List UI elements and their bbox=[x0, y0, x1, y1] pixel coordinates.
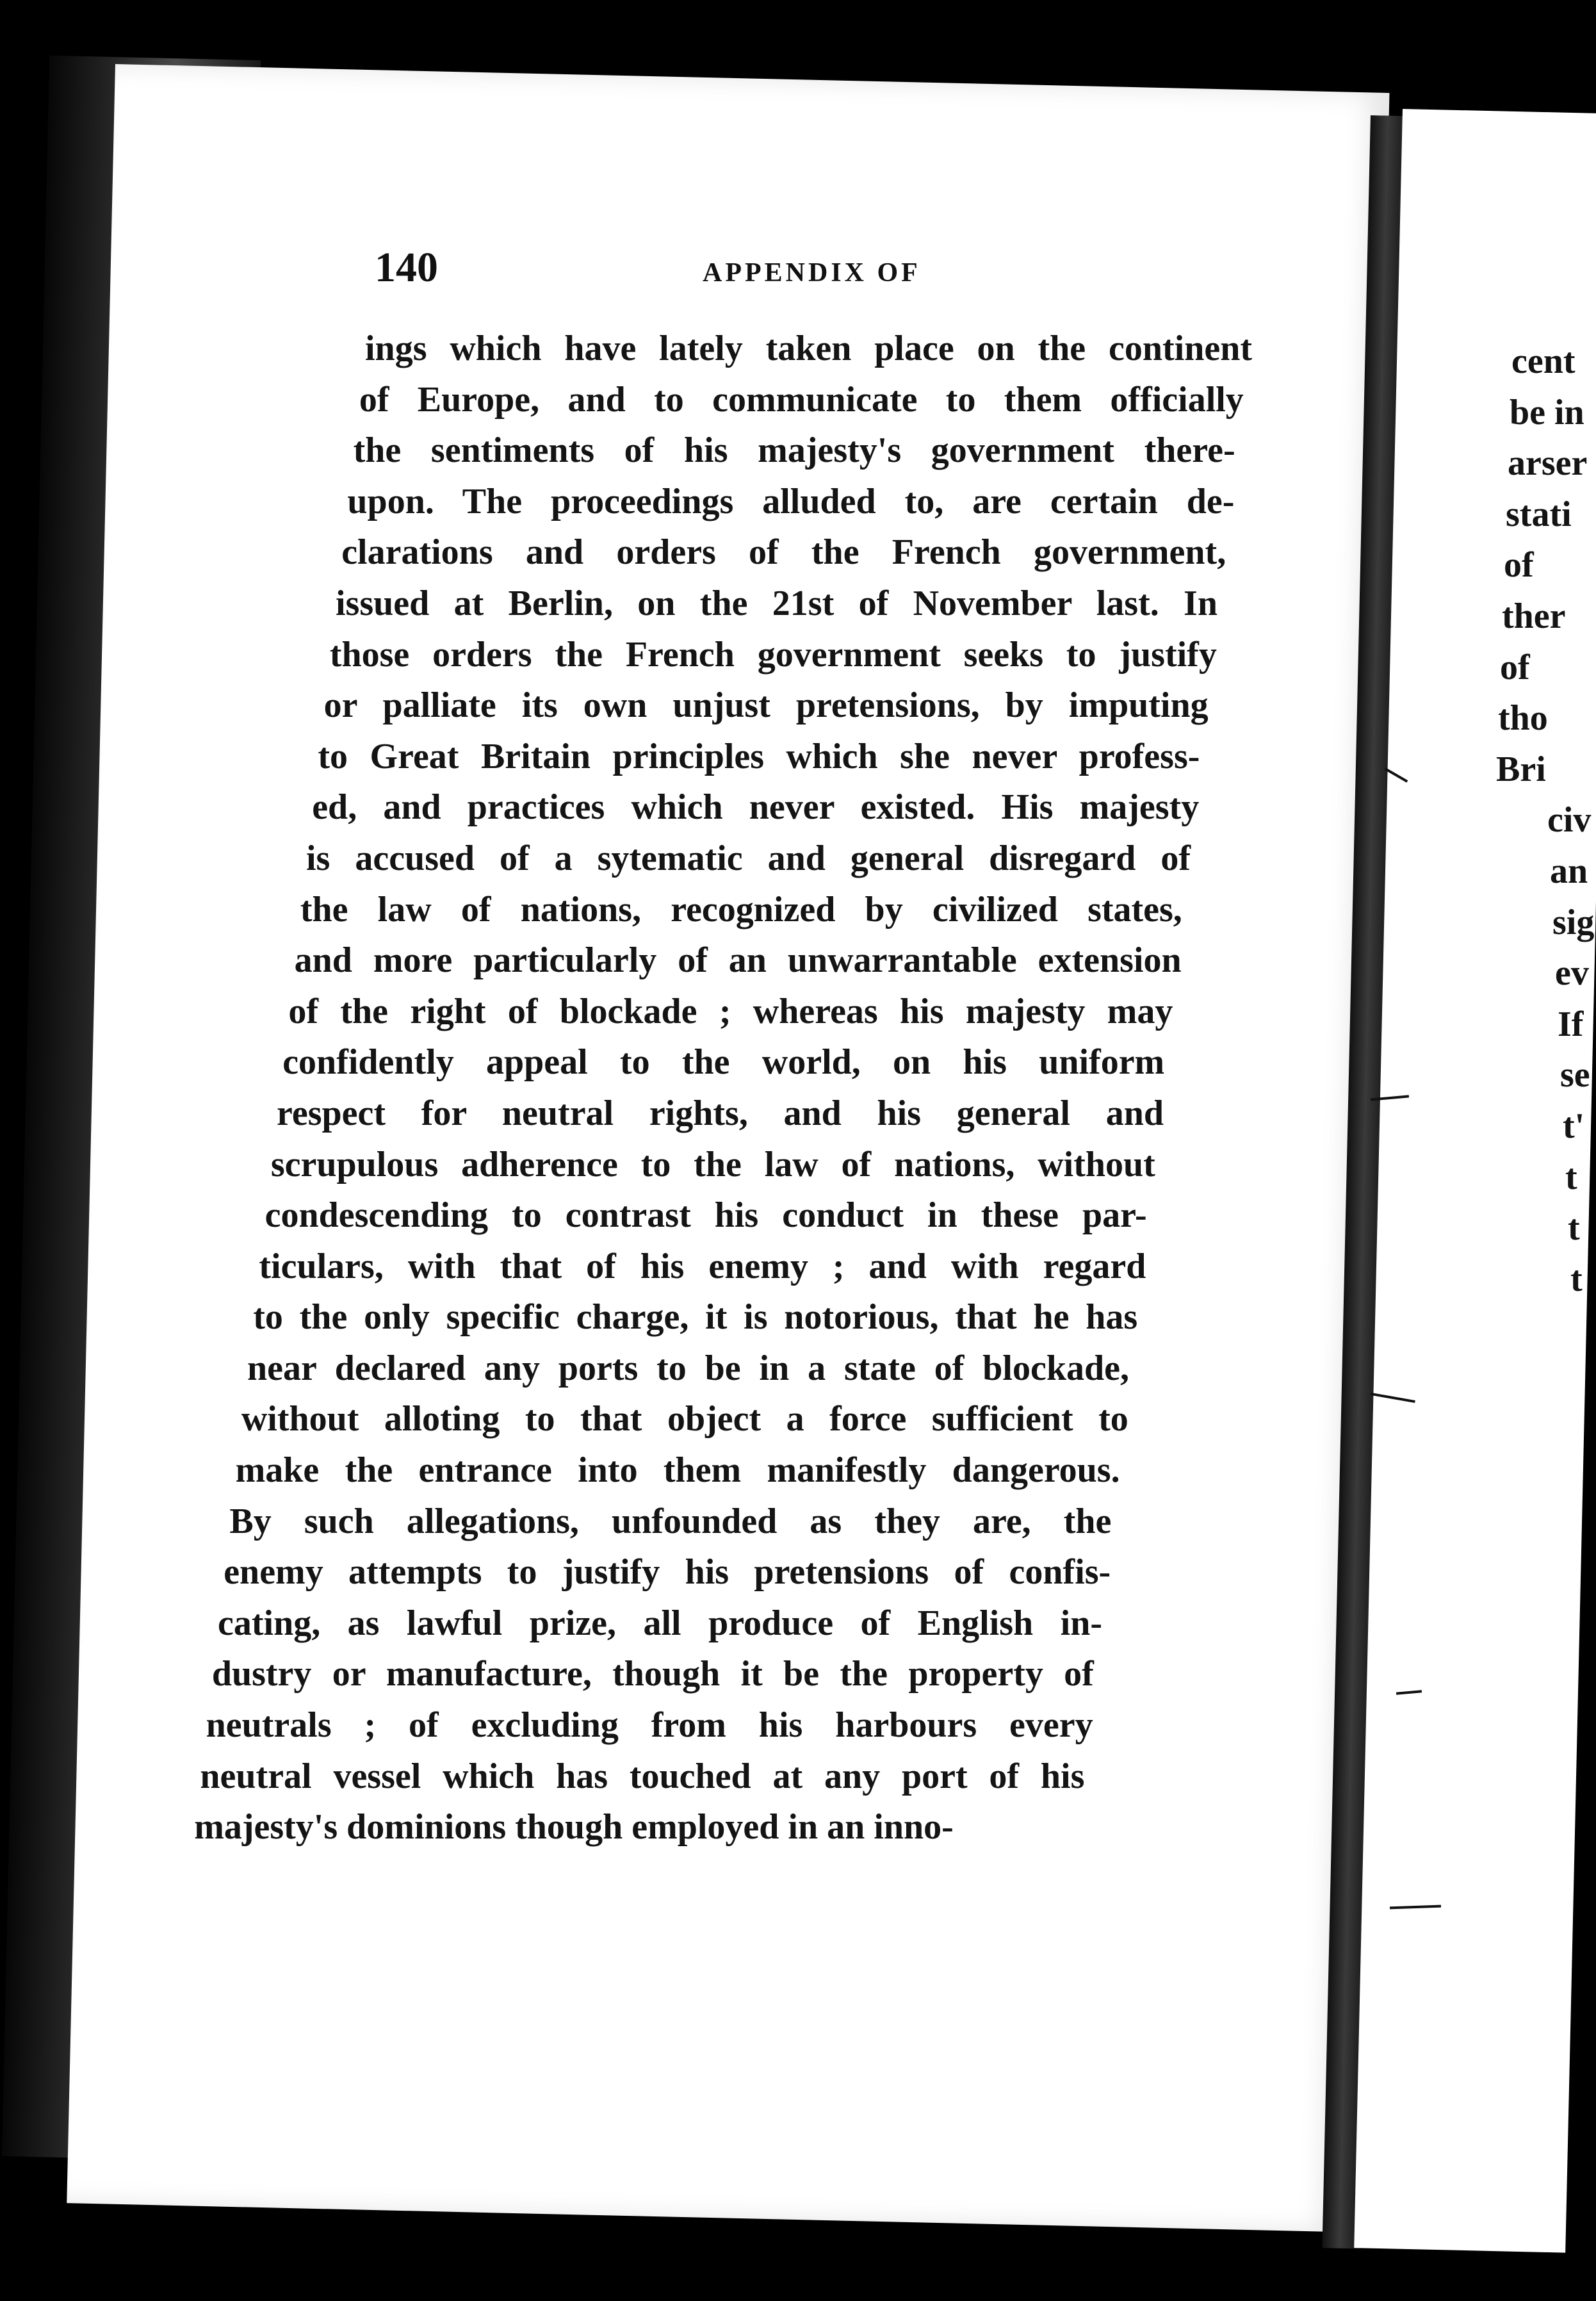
text-line: ed, and practices which never existed. His majesty bbox=[312, 787, 1200, 828]
text-line: the law of nations, recognized by civilized states, bbox=[300, 889, 1182, 929]
text-line: respect for neutral rights, and his general and bbox=[277, 1093, 1164, 1133]
text-line: confidently appeal to the world, on his uniform bbox=[282, 1042, 1165, 1083]
facing-page-fragment: se bbox=[1560, 1055, 1590, 1095]
text-line: dustry or manufacture, though it be the property of bbox=[211, 1654, 1094, 1694]
facing-page-fragment: t bbox=[1570, 1259, 1583, 1299]
text-line: ings which have lately taken place on the continent bbox=[365, 329, 1252, 368]
facing-page-fragment: Bri bbox=[1496, 749, 1546, 789]
page-number: 140 bbox=[375, 244, 438, 291]
text-line: enemy attempts to justify his pretensions of confis- bbox=[224, 1552, 1111, 1593]
facing-page-fragment: be in bbox=[1510, 392, 1584, 432]
text-line: scrupulous adherence to the law of nations, without bbox=[270, 1144, 1155, 1184]
text-line: or palliate its own unjust pretensions, by imputing bbox=[323, 685, 1209, 726]
facing-page-fragment: ev bbox=[1555, 953, 1589, 994]
text-line: those orders the French government seeks to justify bbox=[329, 634, 1217, 675]
text-line: make the entrance into them manifestly dangerous. bbox=[235, 1450, 1120, 1491]
text-line: neutral vessel which has touched at any port of his bbox=[200, 1756, 1085, 1796]
facing-page-fragment: ther bbox=[1502, 596, 1566, 636]
facing-page-fragment: sig bbox=[1552, 902, 1595, 942]
text-line: is accused of a sytematic and general disregard of bbox=[306, 838, 1191, 878]
text-line: the sentiments of his majesty's government there- bbox=[353, 430, 1235, 471]
facing-page-fragment: cent bbox=[1511, 341, 1576, 381]
text-line: upon. The proceedings alluded to, are certain de- bbox=[347, 481, 1235, 521]
text-line: ticulars, with that of his enemy ; and with regard bbox=[259, 1246, 1146, 1286]
facing-page-fragment: t bbox=[1565, 1157, 1577, 1197]
text-line: of Europe, and to communicate to them officially bbox=[359, 379, 1244, 420]
text-line: and more particularly of an unwarrantable extension bbox=[294, 940, 1182, 981]
facing-page-fragment: t bbox=[1568, 1208, 1580, 1249]
facing-page-fragment: arser bbox=[1508, 443, 1588, 484]
facing-page-fragment: an bbox=[1550, 851, 1588, 891]
text-line: without alloting to that object a force sufficient to bbox=[241, 1399, 1128, 1439]
facing-page-text bbox=[1496, 336, 1595, 1305]
text-line: clarations and orders of the French government, bbox=[341, 532, 1226, 573]
text-line: to the only specific charge, it is notorious, that he has bbox=[253, 1297, 1138, 1338]
text-line: By such allegations, unfounded as they are, the bbox=[229, 1501, 1112, 1541]
text-line: of the right of blockade ; whereas his majesty may bbox=[288, 991, 1173, 1031]
text-line: issued at Berlin, on the 21st of November last. In bbox=[336, 583, 1217, 623]
facing-page-fragment: of bbox=[1500, 647, 1530, 687]
text-line: cating, as lawful prize, all produce of English in- bbox=[218, 1603, 1102, 1643]
text-line: to Great Britain principles which she never profess- bbox=[318, 736, 1200, 776]
text-line: majesty's dominions though employed in an inno- bbox=[194, 1807, 954, 1847]
text-line: neutrals ; of excluding from his harbours every bbox=[206, 1705, 1093, 1746]
facing-page-fragment: t' bbox=[1563, 1106, 1585, 1146]
facing-page-fragment: tho bbox=[1498, 698, 1548, 739]
text-line: condescending to contrast his conduct in these par- bbox=[265, 1195, 1147, 1236]
body-text bbox=[194, 323, 1262, 1853]
facing-page-fragment: If bbox=[1558, 1004, 1584, 1044]
facing-page-fragment: civ bbox=[1547, 800, 1592, 840]
facing-page-fragment: stati bbox=[1506, 494, 1572, 534]
text-line: near declared any ports to be in a state of blockade, bbox=[247, 1348, 1129, 1388]
facing-page-fragment: of bbox=[1504, 545, 1534, 585]
running-head: APPENDIX OF bbox=[703, 258, 921, 288]
